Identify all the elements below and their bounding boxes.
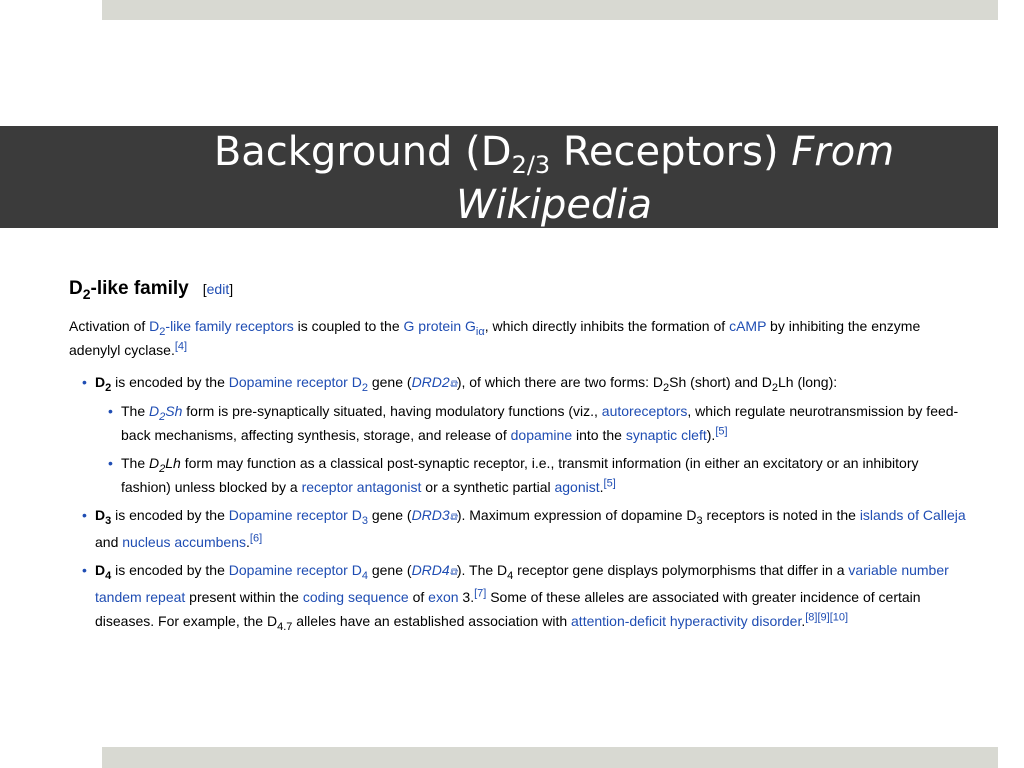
external-link-icon: ⧉ <box>449 512 457 523</box>
d2sh-link[interactable]: $D_2Sh$ <box>149 403 183 423</box>
drd2-link[interactable]: DRD2⧉ <box>411 374 457 390</box>
drd4-link[interactable]: DRD4⧉ <box>411 562 457 578</box>
drd3-link[interactable]: DRD3⧉ <box>411 507 457 523</box>
islands-of-calleja-link[interactable]: islands of Calleja <box>859 507 966 523</box>
g-protein-link[interactable]: G protein $G_{i\alpha}$ <box>403 318 485 338</box>
list-item-d4: • $D_4$ is encoded by the Dopamine receptor $D_4$ gene (DRD4⧉). The $D_4$ receptor gene displays polymorphisms that differ in a variable number tandem repeat present within the coding sequence of exon 3.[7] Some of these alleles are associated with greater incidence of certain diseases. For example, the $D_{4.7}$ alleles have an established association with attention-deficit hyperactivity disorder.[8][9][10] <box>95 558 969 633</box>
top-decor-bar <box>102 0 998 20</box>
list-item-d2lh: • The $D_2Lh$ form may function as a classical post-synaptic receptor, i.e., transmit information (in either an excitatory or an inhibitory fashion) unless blocked by a receptor antagonist or a synthetic partial agonist.[5] <box>121 451 969 499</box>
ref-4[interactable]: [4] <box>174 340 188 353</box>
intro-paragraph: Activation of $D_2$-like family receptors is coupled to the G protein $G_{i\alpha}$, which directly inhibits the formation of cAMP by inhibiting the enzyme adenylyl cyclase.[4] <box>69 318 921 358</box>
agonist-link[interactable]: agonist <box>554 479 600 495</box>
section-heading: $D_2$-like family [edit] <box>69 278 234 302</box>
d2-sublist <box>95 399 969 499</box>
bottom-decor-bar <box>102 747 998 768</box>
list-item-d3: • $D_3$ is encoded by the Dopamine receptor $D_3$ gene (DRD3⧉). Maximum expression of dopamine $D_3$ receptors is noted in the islands of Calleja and nucleus accumbens.[6] <box>95 503 969 554</box>
external-link-icon: ⧉ <box>449 567 457 578</box>
receptor-list <box>69 370 969 633</box>
vntr-link[interactable]: variable number tandem repeat <box>95 562 949 605</box>
edit-link-wrapper: [edit] <box>202 281 234 297</box>
ref-7[interactable]: [7] <box>474 587 487 600</box>
ref-8-9-10[interactable]: [8][9][10] <box>805 611 849 624</box>
edit-link[interactable]: edit <box>206 281 230 297</box>
external-link-icon: ⧉ <box>449 379 457 390</box>
synaptic-cleft-link[interactable]: synaptic cleft <box>625 427 707 443</box>
article-content <box>69 278 969 637</box>
autoreceptors-link[interactable]: autoreceptors <box>601 403 688 419</box>
exon-link[interactable]: exon <box>428 589 459 605</box>
dopamine-receptor-d3-link[interactable]: Dopamine receptor $D_3$ <box>228 507 368 527</box>
ref-5b[interactable]: [5] <box>603 477 616 490</box>
ref-5[interactable]: [5] <box>715 425 728 438</box>
receptor-antagonist-link[interactable]: receptor antagonist <box>301 479 422 495</box>
d2-like-family-link[interactable]: $D_2$-like family receptors <box>149 318 294 338</box>
dopamine-link[interactable]: dopamine <box>510 427 573 443</box>
list-item-d2sh: • The $D_2Sh$ form is pre-synaptically situated, having modulatory functions (viz., autoreceptors, which regulate neurotransmission by feed-back mechanisms, affecting synthesis, storage, and release of dopamine into the synaptic cleft).[5] <box>121 399 969 447</box>
coding-sequence-link[interactable]: coding sequence <box>302 589 409 605</box>
nucleus-accumbens-link[interactable]: nucleus accumbens <box>122 534 246 550</box>
dopamine-receptor-d4-link[interactable]: Dopamine receptor $D_4$ <box>228 562 368 582</box>
list-item-d2: • $D_2$ is encoded by the Dopamine receptor $D_2$ gene (DRD2⧉), of which there are two forms: $D_2Sh$ (short) and $D_2Lh$ (long): • The $D_2Sh$ form is pre-synaptically situated, having modulatory functions (viz., autoreceptors, which regulate neurotransmission by feed-back mechanisms, affecting synthesis, storage, and release of dopamine into the synaptic cleft).[5] • The $D_2Lh$ form may function as a classical post-synaptic receptor, i.e., transmit information (in either an excitatory or an inhibitory fashion) unless blocked by a receptor antagonist or a synthetic partial agonist.[5] <box>95 370 969 499</box>
adhd-link[interactable]: attention-deficit hyperactivity disorder <box>571 613 802 629</box>
dopamine-receptor-d2-link[interactable]: Dopamine receptor $D_2$ <box>228 374 368 394</box>
slide-title: Background ($D_{2/3}$ Receptors) From Wikipedia <box>213 129 895 228</box>
camp-link[interactable]: cAMP <box>729 318 767 334</box>
ref-6[interactable]: [6] <box>249 532 263 545</box>
